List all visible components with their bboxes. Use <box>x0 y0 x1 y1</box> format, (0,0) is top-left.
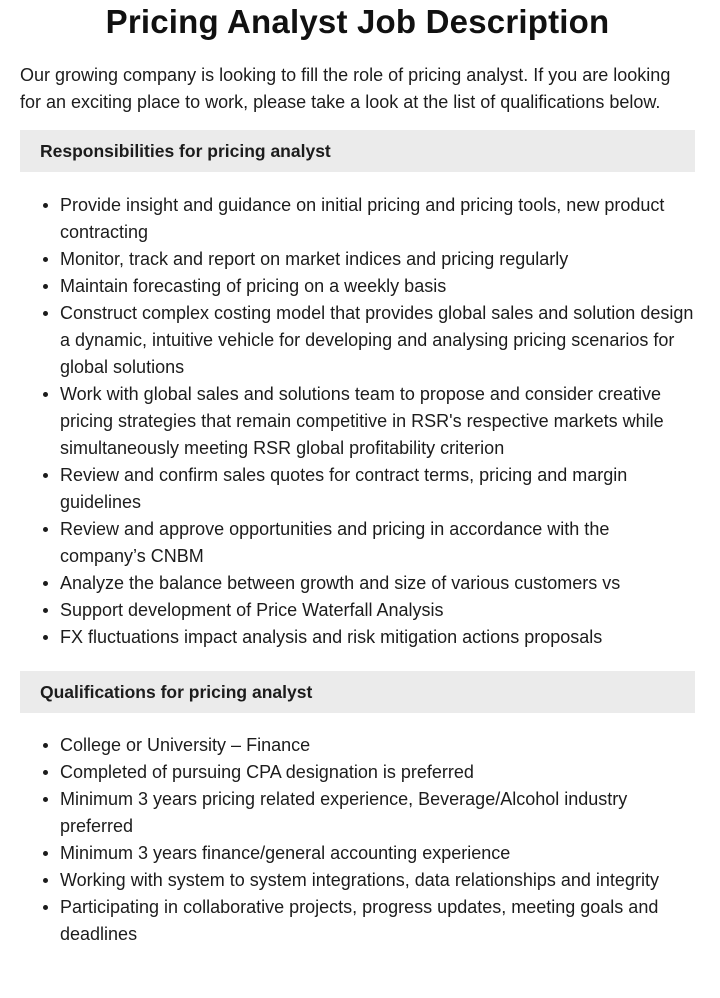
responsibilities-heading: Responsibilities for pricing analyst <box>20 130 695 172</box>
list-item: Maintain forecasting of pricing on a weekly basis <box>60 273 695 300</box>
list-item: Work with global sales and solutions team to propose and consider creative pricing strategies that remain competitive in RSR's respective markets while simultaneously meeting RSR global profitability criterion <box>60 381 695 462</box>
list-item: Provide insight and guidance on initial pricing and pricing tools, new product contracting <box>60 192 695 246</box>
page-title: Pricing Analyst Job Description <box>105 3 610 40</box>
list-item: Minimum 3 years finance/general accounting experience <box>60 840 695 867</box>
list-item: Minimum 3 years pricing related experience, Beverage/Alcohol industry preferred <box>60 786 695 840</box>
qualifications-heading: Qualifications for pricing analyst <box>20 671 695 713</box>
list-item: Construct complex costing model that provides global sales and solution design a dynamic, intuitive vehicle for developing and analysing pricing scenarios for global solutions <box>60 300 695 381</box>
list-item: Support development of Price Waterfall Analysis <box>60 597 695 624</box>
intro-paragraph: Our growing company is looking to fill the role of pricing analyst. If you are looking for an exciting place to work, please take a look at the list of qualifications below. <box>20 65 671 112</box>
list-item: Review and approve opportunities and pricing in accordance with the company’s CNBM <box>60 516 695 570</box>
list-item: Working with system to system integrations, data relationships and integrity <box>60 867 695 894</box>
list-item: Analyze the balance between growth and size of various customers vs <box>60 570 695 597</box>
job-description-page <box>20 0 695 948</box>
qualifications-list <box>20 732 695 948</box>
list-item: Review and confirm sales quotes for contract terms, pricing and margin guidelines <box>60 462 695 516</box>
list-item: Participating in collaborative projects, progress updates, meeting goals and deadlines <box>60 894 695 948</box>
list-item: College or University – Finance <box>60 732 695 759</box>
responsibilities-list <box>20 192 695 651</box>
list-item: Completed of pursuing CPA designation is preferred <box>60 759 695 786</box>
list-item: FX fluctuations impact analysis and risk mitigation actions proposals <box>60 624 695 651</box>
list-item: Monitor, track and report on market indices and pricing regularly <box>60 246 695 273</box>
